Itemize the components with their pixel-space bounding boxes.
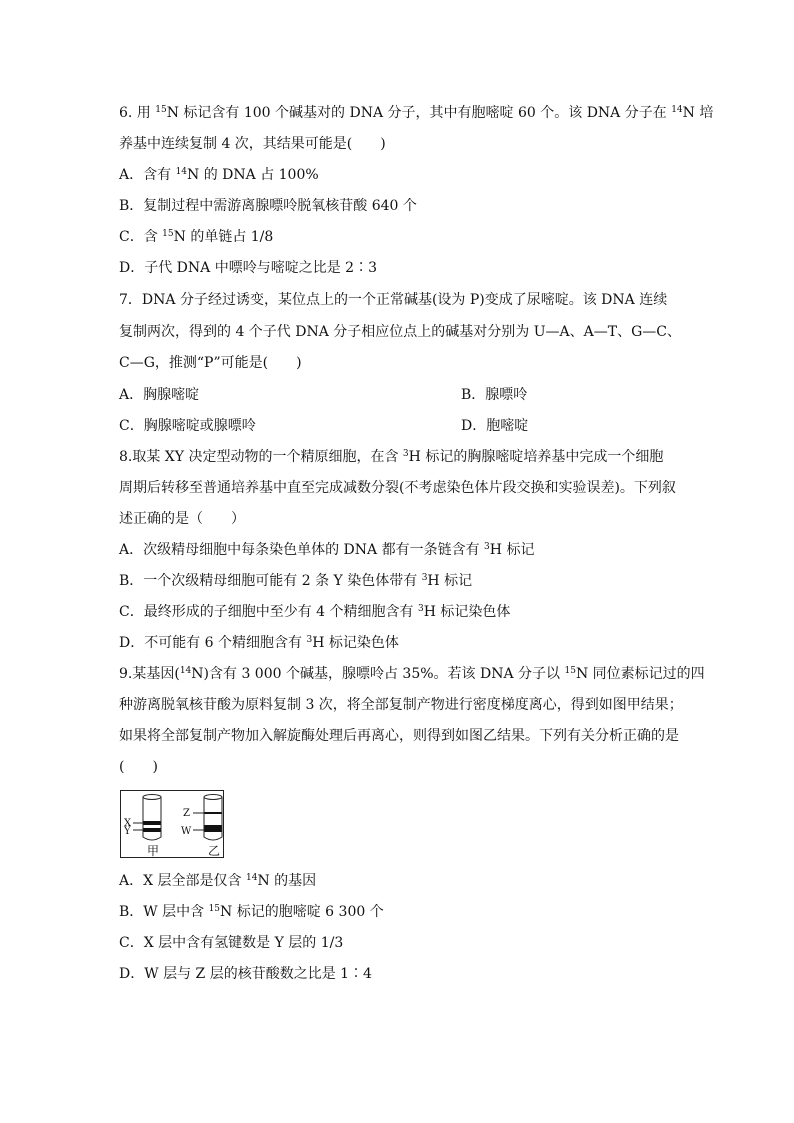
q6-isotope-sup: 15 (162, 229, 174, 239)
q8-option-d[interactable] (119, 633, 399, 653)
q6-option-c[interactable] (119, 227, 273, 247)
q6-text: 6. 用 (119, 105, 156, 121)
q9-option-a-text: N 的基因 (257, 873, 317, 889)
caption-yi: 乙 (208, 844, 221, 858)
q6-isotope-sup: 14 (175, 167, 188, 177)
q9-option-a[interactable] (119, 871, 316, 891)
q8-stem-line-1 (119, 447, 663, 467)
label-y: Y (124, 826, 131, 837)
q7-options-row-1 (119, 385, 528, 405)
q8-option-c-text: C．最终形成的子细胞中至少有 4 个精细胞含有 (119, 604, 418, 620)
q9-text: N 同位素标记过的四 (575, 666, 705, 682)
q6-option-c-text: N 的单链占 1/8 (173, 229, 274, 245)
q6-stem-line-1 (119, 103, 713, 123)
q9-isotope-sup: 15 (208, 904, 221, 914)
q6-isotope-sup: 14 (671, 105, 683, 115)
q7-stem-line-3: C—G，推测“P”可能是( ) (119, 355, 302, 371)
q9-option-a-text: A．X 层全部是仅含 (119, 873, 246, 889)
q9-option-b[interactable] (119, 902, 384, 922)
q6-text: N 标记含有 100 个碱基对的 DNA 分子，其中有胞嘧啶 60 个。该 DNA 分子在 (166, 105, 672, 121)
q8-option-b[interactable] (119, 571, 472, 591)
q8-option-c-text: H 标记染色体 (423, 604, 511, 620)
q9-isotope-sup: 14 (179, 666, 192, 676)
q8-isotope-sup: 3 (306, 635, 313, 645)
tube-yi (193, 795, 222, 841)
caption-jia: 甲 (147, 844, 160, 858)
q9-isotope-sup: 15 (564, 666, 576, 676)
q7-options-row-2 (119, 416, 529, 436)
q8-text: H 标记的胸腺嘧啶培养基中完成一个细胞 (408, 449, 664, 465)
q8-stem-line-3: 述正确的是（ ） (119, 511, 245, 527)
q8-option-a[interactable] (119, 540, 534, 560)
q8-isotope-sup: 3 (417, 604, 424, 614)
q7-stem-line-1: 7．DNA 分子经过诱变，某位点上的一个正常碱基(设为 P)变成了尿嘧啶。该 DNA 连续 (119, 292, 668, 308)
centrifuge-figure (120, 790, 224, 858)
q6-option-c-text: C．含 (119, 229, 163, 245)
q6-option-a-text: N 的 DNA 占 100% (187, 167, 319, 183)
q9-option-b-text: N 标记的胞嘧啶 6 300 个 (220, 904, 384, 920)
q9-stem-line-1 (119, 664, 705, 684)
q9-stem-line-2: 种游离脱氧核苷酸为原料复制 3 次，将全部复制产物进行密度梯度离心，得到如图甲结果； (119, 697, 683, 713)
q9-text: 9.某基因( (119, 666, 180, 682)
label-x: X (124, 818, 132, 829)
q9-stem-line-3: 如果将全部复制产物加入解旋酶处理后再离心，则得到如图乙结果。下列有关分析正确的是 (119, 728, 679, 744)
q6-option-a-text: A．含有 (119, 167, 176, 183)
q8-option-a-text: A．次级精母细胞中每条染色单体的 DNA 都有一条链含有 (119, 542, 485, 558)
q8-option-c[interactable] (119, 602, 510, 622)
band-w (205, 825, 222, 832)
q9-option-b-text: B．W 层中含 (119, 904, 209, 920)
q9-isotope-sup: 14 (245, 873, 258, 883)
q9-stem-line-4: ( ) (119, 759, 158, 775)
q8-option-d-text: D．不可能有 6 个精细胞含有 (119, 635, 307, 651)
q7-option-b[interactable]: B．腺嘌呤 (461, 387, 528, 403)
q6-option-a[interactable] (119, 165, 319, 185)
label-w: W (181, 826, 192, 837)
q8-isotope-sup: 3 (484, 542, 490, 552)
q6-option-d[interactable]: D．子代 DNA 中嘌呤与嘧啶之比是 2∶3 (119, 260, 377, 276)
q7-option-a[interactable]: A．胸腺嘧啶 (119, 387, 200, 403)
q8-stem-line-2: 周期后转移至普通培养基中直至完成减数分裂(不考虑染色体片段交换和实验误差)。下列叙 (119, 480, 676, 496)
q8-option-b-text: B．一个次级精母细胞可能有 2 条 Y 染色体带有 (119, 573, 422, 589)
q9-text: N)含有 3 000 个碱基，腺嘌呤占 35%。若该 DNA 分子以 (191, 666, 565, 682)
q8-option-a-text: H 标记 (489, 542, 535, 558)
q6-text: N 培 (682, 105, 714, 121)
band-x (144, 821, 161, 825)
q8-option-d-text: H 标记染色体 (312, 635, 399, 651)
q8-option-b-text: H 标记 (427, 573, 473, 589)
q8-isotope-sup: 3 (421, 573, 428, 583)
band-z (205, 812, 222, 814)
q7-option-d[interactable]: D．胞嘧啶 (461, 418, 529, 434)
q6-stem-line-2: 养基中连续复制 4 次，其结果可能是( ) (119, 136, 386, 152)
q8-isotope-sup: 3 (402, 449, 409, 459)
q7-stem-line-2: 复制两次，得到的 4 个子代 DNA 分子相应位点上的碱基对分别为 U—A、A—T、G—C、 (119, 324, 681, 340)
q9-option-d[interactable]: D．W 层与 Z 层的核苷酸数之比是 1∶4 (119, 966, 372, 982)
centrifuge-tubes-diagram (121, 791, 225, 859)
label-z: Z (183, 808, 190, 819)
q8-text: 8.取某 XY 决定型动物的一个精原细胞，在含 (119, 449, 403, 465)
tube-jia (133, 795, 161, 841)
q9-option-c[interactable]: C．X 层中含有氢键数是 Y 层的 1/3 (119, 935, 344, 951)
q6-option-b[interactable]: B．复制过程中需游离腺嘌呤脱氧核苷酸 640 个 (119, 198, 417, 214)
band-y (144, 828, 161, 832)
q7-option-c[interactable]: C．胸腺嘧啶或腺嘌呤 (119, 418, 256, 434)
q6-isotope-sup: 15 (155, 105, 167, 115)
